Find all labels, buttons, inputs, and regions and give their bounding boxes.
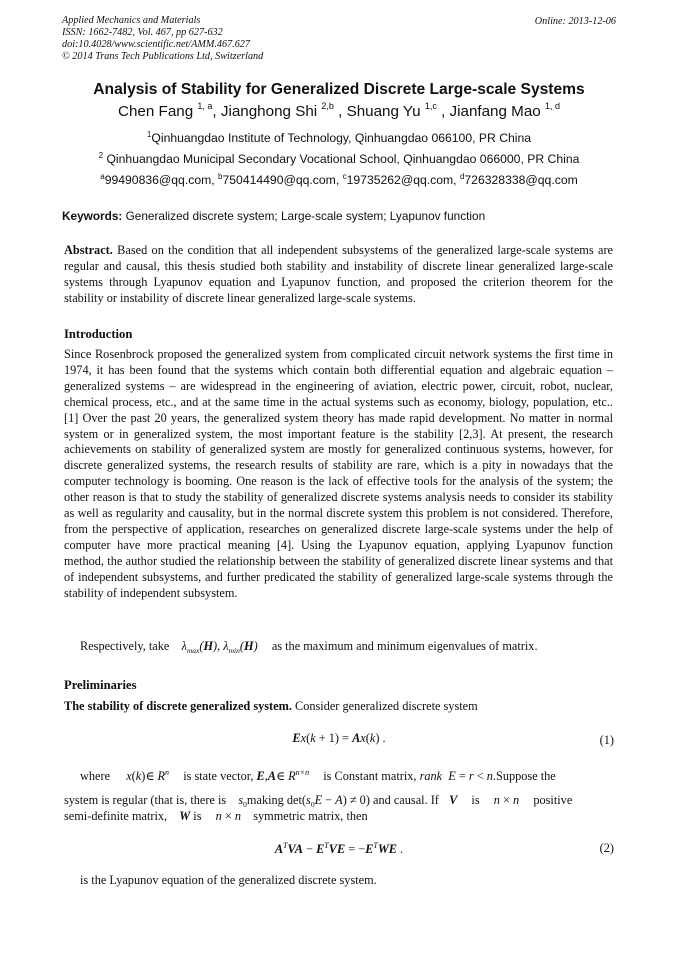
online-date: Online: 2013-12-06 bbox=[534, 16, 616, 27]
stability-text: Consider generalized discrete system bbox=[291, 699, 478, 713]
lyapunov-line: is the Lyapunov equation of the generalized discrete system. bbox=[80, 873, 377, 887]
causal-text: ) and causal. If bbox=[365, 793, 439, 807]
semidefinite-text: semi-definite matrix, bbox=[64, 809, 168, 823]
email-mark: a bbox=[100, 172, 105, 181]
email-mark: d bbox=[459, 172, 465, 181]
affil-mark: 2 bbox=[98, 151, 104, 160]
author-affil-mark: 2,b bbox=[321, 101, 334, 111]
abstract-text: Based on the condition that all independent subsystems of the generalized large-scale systems are regular and causal, this thesis studied both stability and instability of discrete linear generalized large-scale systems through Lyapunov equation and Lyapunov function, and proposed the criterion theorem for the stability or instability of discrete linear generalized large-scale systems. bbox=[64, 243, 613, 305]
w-symbol: W bbox=[179, 809, 191, 823]
section-heading-introduction: Introduction bbox=[64, 327, 133, 341]
journal-name: Applied Mechanics and Materials bbox=[62, 15, 201, 26]
s0-symbol: s bbox=[238, 793, 244, 807]
author-name: Shuang Yu bbox=[346, 103, 421, 120]
section-heading-preliminaries: Preliminaries bbox=[64, 678, 137, 692]
affiliation-1 bbox=[0, 131, 678, 145]
respectively-text: Respectively, take bbox=[80, 639, 170, 653]
abstract bbox=[64, 243, 613, 307]
equation-2-number: (2) bbox=[599, 841, 614, 855]
author-affil-mark: 1, a bbox=[197, 101, 213, 111]
stability-subheading-line bbox=[64, 699, 478, 714]
email-line bbox=[0, 173, 678, 187]
keywords bbox=[62, 209, 485, 223]
author-name: Chen Fang bbox=[118, 103, 194, 120]
author-name: Jianfang Mao bbox=[449, 103, 541, 120]
constant-matrix-text: is Constant matrix, bbox=[323, 769, 417, 783]
regular-line: system is regular (that is, there is $s_0making$ $\det(s_0E - A) \ne 0$) and causal. If V is n × n positive bbox=[64, 793, 573, 809]
where-text: where bbox=[80, 769, 111, 783]
matrix-symbol: E bbox=[256, 769, 265, 783]
affiliation-2 bbox=[0, 152, 678, 166]
suppose-text: .Suppose the bbox=[492, 769, 556, 783]
abstract-label: Abstract. bbox=[64, 243, 113, 257]
email-text: 750414490@qq.com, bbox=[222, 173, 343, 187]
email-text: 99490836@qq.com, bbox=[104, 173, 219, 187]
equation-1-number: (1) bbox=[599, 733, 614, 747]
positive-text: positive bbox=[533, 793, 573, 807]
semidefinite-line: semi-definite matrix, W is n × n symmetric matrix, then bbox=[64, 809, 368, 823]
regular-text: system is regular (that is, there is bbox=[64, 793, 227, 807]
stability-label: The stability of discrete generalized system. bbox=[64, 699, 292, 713]
affil-mark: 1 bbox=[146, 130, 152, 139]
email-mark: b bbox=[218, 172, 223, 181]
email-text: 726328338@qq.com bbox=[464, 173, 578, 187]
state-vector-text: is state vector, bbox=[183, 769, 254, 783]
affil-text: Qinhuangdao Institute of Technology, Qinhuangdao 066100, PR China bbox=[151, 131, 532, 145]
where-line: where x(k)∈ $R^n$ is state vector, E,A∈ $R^{n\times n}$ is Constant matrix, rank E = r < n.Suppose the bbox=[80, 768, 556, 783]
doi-line: doi:10.4028/www.scientific.net/AMM.467.627 bbox=[62, 39, 250, 50]
email-mark: c bbox=[342, 172, 347, 181]
equation-2: $A^TVA - E^TVE = -E^TWE$ . bbox=[274, 841, 404, 856]
equation-1: Ex(k + 1) = Ax(k) . bbox=[292, 731, 386, 745]
paper-title: Analysis of Stability for Generalized Discrete Large-scale Systems bbox=[93, 81, 585, 98]
eigenvalue-line: Respectively, take $\lambda_{max}(H)$, $\lambda_{min}(H)$ as the maximum and minimum eigenvalues of matrix. bbox=[80, 639, 538, 655]
v-symbol: V bbox=[449, 793, 458, 807]
issn-line: ISSN: 1662-7482, Vol. 467, pp 627-632 bbox=[62, 27, 223, 38]
author-list: Chen Fang $^{1, a}$, Jianghong Shi $^{2,b}$ , Shuang Yu $^{1,c}$ , Jianfang Mao $^{1, d}$ bbox=[118, 101, 560, 120]
lambda-min-symbol: $\lambda_{min}(H)$ bbox=[223, 639, 258, 655]
is-text: is bbox=[471, 793, 480, 807]
copyright-line: © 2014 Trans Tech Publications Ltd, Switzerland bbox=[62, 51, 264, 62]
keywords-text: Generalized discrete system; Large-scale system; Lyapunov function bbox=[122, 209, 486, 223]
affil-text: Qinhuangdao Municipal Secondary Vocational School, Qinhuangdao 066000, PR China bbox=[103, 152, 580, 166]
author-affil-mark: 1, d bbox=[544, 101, 560, 111]
rank-condition: rank E bbox=[419, 769, 456, 783]
author-affil-mark: 1,c bbox=[424, 101, 437, 111]
introduction-paragraph: Since Rosenbrock proposed the generalized system from complicated circuit network systems the first time in 1974, it has been found that the systems which contain both differential equation and algebraic equation – generalized systems – are widespread in the engineering of aviation, electric power, circuit, robot, nuclear, chemical process, etc., and at the same time in the actual systems such as economy, biology, population, etc.. [1] Over the past 20 years, the generalized system theory has made rapid development. No matter in normal system or in generalized system, the most important feature is the stability [2,3]. At present, the research achievements on stability of generalized system are mostly for generalized continuous systems, however, for discrete generalized systems, the research results of stability are rare, which is a pity in nowadays that the computer technology is booming. One reason is the lack of effective tools for the analysis of the system; the other reason is that to study the stability of generalized discrete systems analysis needs to consider its stability as well as regularity and causality, but in the normal discrete system this problem is not considered. Therefore, from the perspective of application, researches on generalized discrete large-scale systems under the help of computer have more practical meaning [4]. Using the Lyapunov equation, applying Lyapunov function method, the author studied the relationship between the stability of generalized discrete linear systems and that of independent subsystems, and further predicated the stability of generalized large-scale systems through the stability of independent subsystem. bbox=[64, 347, 613, 600]
symmetric-text: symmetric matrix, then bbox=[253, 809, 368, 823]
making-text: making bbox=[246, 793, 284, 807]
lambda-max-symbol: $\lambda_{max}(H)$ bbox=[181, 639, 218, 655]
author-name: Jianghong Shi bbox=[220, 103, 318, 120]
keywords-label: Keywords: bbox=[62, 209, 123, 223]
respectively-post-text: as the maximum and minimum eigenvalues of matrix. bbox=[271, 639, 538, 653]
email-text: 19735262@qq.com, bbox=[346, 173, 460, 187]
state-vector-symbol: x bbox=[126, 769, 132, 783]
